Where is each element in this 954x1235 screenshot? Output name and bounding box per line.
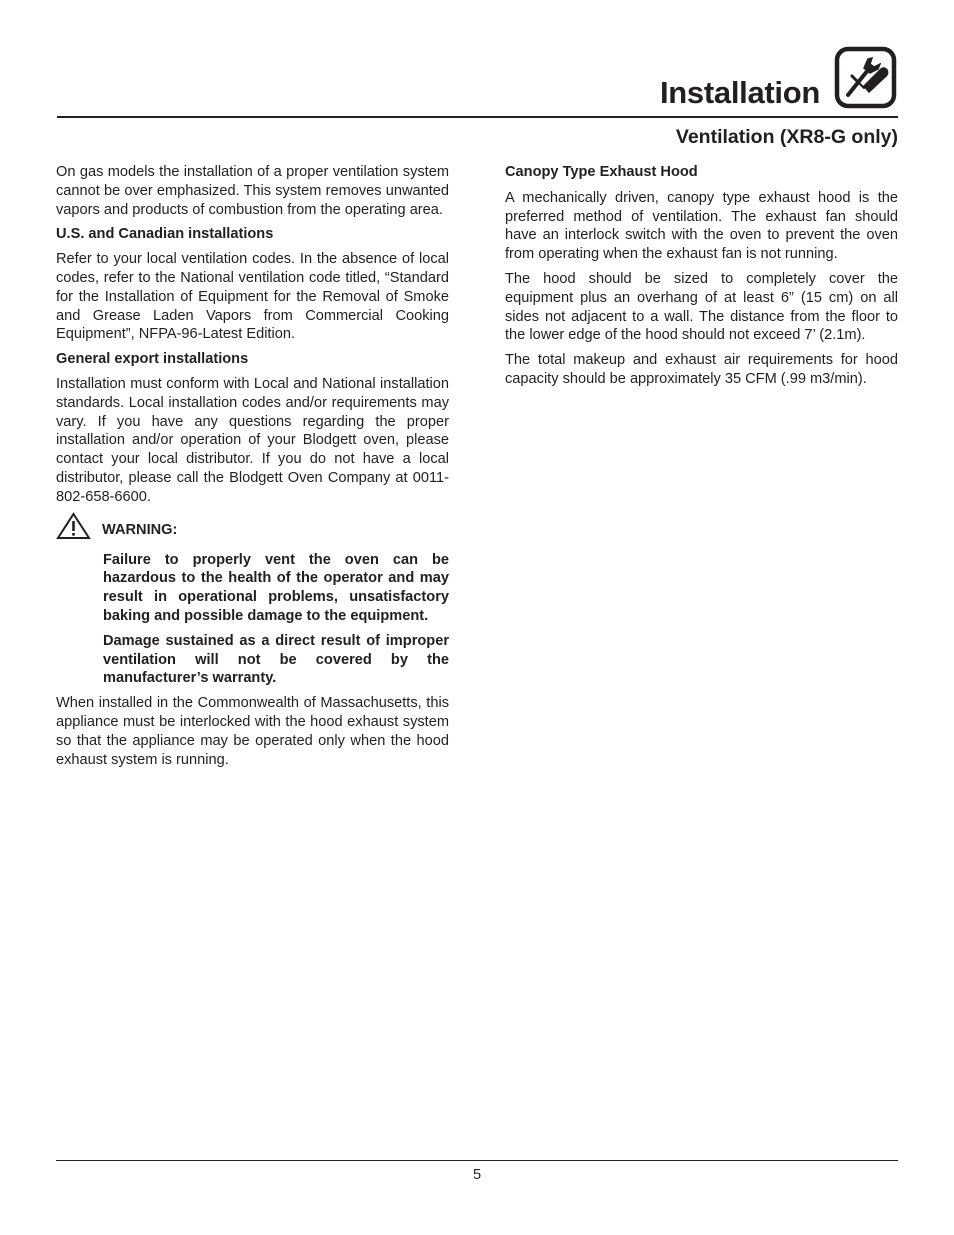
warning-header [56, 521, 449, 551]
export-heading: General export installations [56, 351, 249, 368]
us-canada-paragraph: Refer to your local ventilation codes. In the absence of local codes, refer to the National ventilation code titled, “Standard for the Installation of Equipment for the Removal of Smoke and Grease Laden Vapors from Commercial Cooking Equipment”, NFPA-96-Latest Edition. [56, 251, 449, 343]
warning-paragraph-2: Damage sustained as a direct result of improper ventilation will not be covered by the manufacturer’s warranty. [103, 632, 449, 687]
page-number: 5 [472, 1167, 482, 1183]
massachusetts-paragraph: When installed in the Commonwealth of Massachusetts, this appliance must be interlocked with the hood exhaust system so that the appliance may be operated only when the hood exhaust system is running. [56, 695, 449, 768]
export-paragraph: Installation must conform with Local and National installation standards. Local installation codes and/or requirements may vary. If you have any questions regarding the proper installation and/or operation of your Blodgett oven, please contact your local distributor. If you do not have a local distributor, please call the Blodgett Oven Company at 0011-802-658-6600. [56, 375, 449, 505]
canopy-paragraph-1: A mechanically driven, canopy type exhaust hood is the preferred method of ventilation. The exhaust fan should have an interlock switch with the oven to prevent the oven from operating when the exhaust fan is not running. [505, 189, 898, 263]
right-column [505, 163, 898, 395]
canopy-paragraph-3: The total makeup and exhaust air requirements for hood capacity should be approximately 35 CFM (.99 m3/min). [505, 352, 898, 387]
warning-label: WARNING: [102, 521, 178, 538]
warning-body [103, 551, 449, 689]
header-rule [57, 116, 898, 118]
warning-paragraph-1: Failure to properly vent the oven can be hazardous to the health of the operator and may result in operational problems, unsatisfactory baking and possible damage to the equipment. [103, 551, 449, 624]
warning-triangle-icon [56, 512, 91, 540]
canopy-paragraph-2: The hood should be sized to completely cover the equipment plus an overhang of at least 6” (15 cm) on all sides not adjacent to a wall. The distance from the floor to the lower edge of the hood should not exceed 7’ (2.1m). [505, 270, 898, 344]
left-column [56, 163, 449, 775]
canopy-heading: Canopy Type Exhaust Hood [505, 164, 698, 180]
section-title: Ventilation (XR8-G only) [675, 126, 898, 148]
us-canada-heading: U.S. and Canadian installations [56, 226, 274, 243]
page-title: Installation [659, 75, 820, 110]
intro-paragraph: On gas models the installation of a proper ventilation system cannot be over emphasized. This system removes unwanted vapors and products of combustion from the operating area. [56, 164, 449, 218]
footer-rule [56, 1160, 898, 1161]
tools-icon [834, 46, 897, 109]
